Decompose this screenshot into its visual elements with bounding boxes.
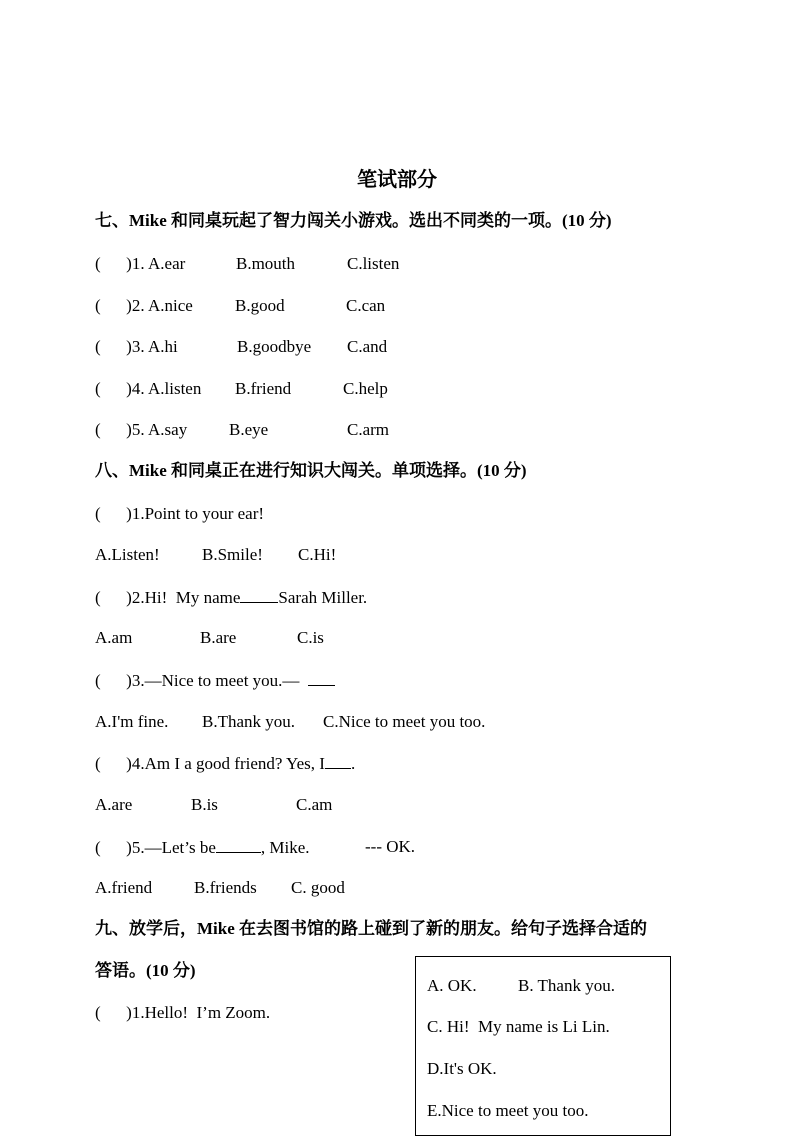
question-stem: ( )4.Am I a good friend? Yes, I . bbox=[95, 754, 356, 773]
option-a: A.ear bbox=[148, 254, 186, 273]
answer-blank bbox=[308, 671, 335, 686]
option-a: A.are bbox=[95, 795, 133, 814]
option-b: B.friend bbox=[235, 379, 292, 398]
section-8-heading: 八、Mike 和同桌正在进行知识大闯关。单项选择。(10 分) bbox=[95, 461, 527, 480]
question-stem: ( )5.—Let’s be , Mike. bbox=[95, 838, 310, 857]
section-7-heading: 七、Mike 和同桌玩起了智力闯关小游戏。选出不同类的一项。(10 分) bbox=[95, 211, 612, 230]
option-a: A.say bbox=[148, 420, 188, 439]
box-option-a: A. OK. bbox=[427, 976, 477, 995]
box-option-d: D.It's OK. bbox=[427, 1059, 497, 1078]
option-b: B.is bbox=[191, 795, 218, 814]
question-number: ( )1. bbox=[95, 254, 145, 273]
section-9-heading-line-2: 答语。(10 分) bbox=[95, 961, 196, 980]
answer-blank bbox=[240, 588, 278, 603]
option-a: A.nice bbox=[148, 296, 193, 315]
section-9-heading-line-1: 九、放学后，Mike 在去图书馆的路上碰到了新的朋友。给句子选择合适的 bbox=[95, 919, 648, 938]
option-c: C.Hi! bbox=[298, 545, 337, 564]
question-number: ( )2. bbox=[95, 296, 145, 315]
question-number: ( )5. bbox=[95, 420, 145, 439]
question-number: ( )3. bbox=[95, 337, 145, 356]
answer-blank bbox=[325, 754, 351, 769]
option-a: A.Listen! bbox=[95, 545, 160, 564]
option-a: A.friend bbox=[95, 878, 153, 897]
box-option-b: B. Thank you. bbox=[518, 976, 615, 995]
option-a: A.I'm fine. bbox=[95, 712, 169, 731]
page-title: 笔试部分 bbox=[357, 169, 437, 191]
option-c: C.can bbox=[346, 296, 386, 315]
question-stem: ( )1.Hello! I’m Zoom. bbox=[95, 1003, 271, 1022]
option-c: C.am bbox=[296, 795, 333, 814]
option-a: A.listen bbox=[148, 379, 202, 398]
question-stem: ( )2.Hi! My name Sarah Miller. bbox=[95, 588, 368, 607]
option-b: B.good bbox=[235, 296, 285, 315]
question-reply: --- OK. bbox=[365, 837, 416, 856]
box-option-e: E.Nice to meet you too. bbox=[427, 1101, 589, 1120]
question-stem: ( )1.Point to your ear! bbox=[95, 504, 265, 523]
option-a: A.am bbox=[95, 628, 133, 647]
question-number: ( )4. bbox=[95, 379, 145, 398]
option-c: C.listen bbox=[347, 254, 400, 273]
option-c: C.arm bbox=[347, 420, 390, 439]
box-option-c: C. Hi! My name is Li Lin. bbox=[427, 1017, 610, 1036]
option-c: C.and bbox=[347, 337, 388, 356]
answer-options-box bbox=[415, 956, 671, 1136]
option-b: B.Smile! bbox=[202, 545, 263, 564]
option-b: B.friends bbox=[194, 878, 257, 897]
option-c: C.help bbox=[343, 379, 388, 398]
option-a: A.hi bbox=[148, 337, 178, 356]
option-b: B.goodbye bbox=[237, 337, 312, 356]
answer-blank bbox=[216, 838, 261, 853]
question-stem: ( )3.—Nice to meet you.— bbox=[95, 671, 335, 689]
option-b: B.eye bbox=[229, 420, 269, 439]
option-b: B.are bbox=[200, 628, 237, 647]
option-c: C. good bbox=[291, 878, 345, 897]
option-c: C.is bbox=[297, 628, 324, 647]
option-b: B.Thank you. bbox=[202, 712, 296, 731]
option-c: C.Nice to meet you too. bbox=[323, 712, 486, 731]
option-b: B.mouth bbox=[236, 254, 296, 273]
